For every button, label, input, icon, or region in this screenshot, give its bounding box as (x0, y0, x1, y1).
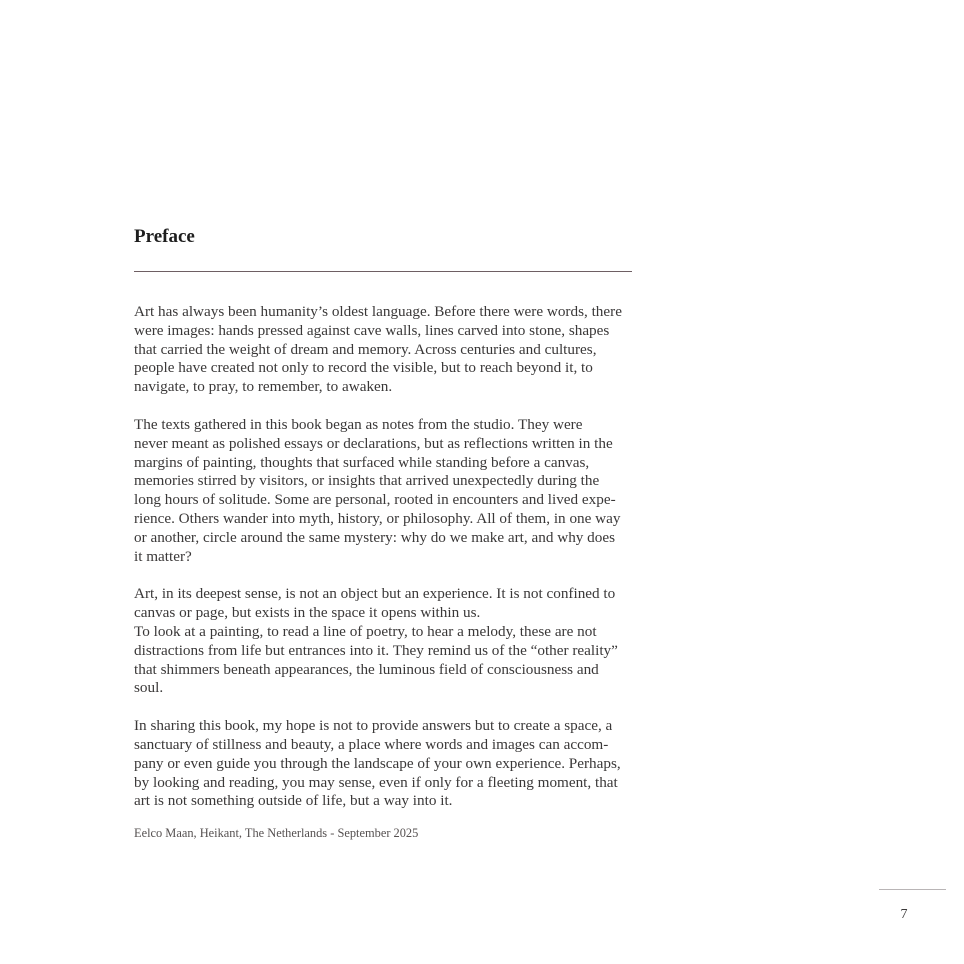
signature: Eelco Maan, Heikant, The Netherlands - September 2025 (134, 826, 419, 840)
text-line: memories stirred by visitors, or insights that arrived unexpectedly during the (134, 472, 600, 490)
text-line: were images: hands pressed against cave walls, lines carved into stone, shapes (134, 321, 610, 339)
paragraph-4 (134, 717, 634, 811)
title-divider (134, 271, 632, 272)
text-line: it matter? (134, 547, 192, 565)
footer-divider (879, 889, 946, 890)
text-line: canvas or page, but exists in the space it opens within us. (134, 604, 481, 622)
text-line: by looking and reading, you may sense, even if only for a fleeting moment, that (134, 773, 618, 791)
text-line: navigate, to pray, to remember, to awaken. (134, 378, 393, 396)
text-line: Art has always been humanity’s oldest language. Before there were words, there (134, 303, 622, 320)
text-line: or another, circle around the same mystery: why do we make art, and why does (134, 528, 616, 546)
text-line: distractions from life but entrances into it. They remind us of the “other reality” (134, 641, 618, 659)
paragraph-3 (134, 585, 634, 698)
text-line: Art, in its deepest sense, is not an object but an experience. It is not confined to (134, 585, 616, 603)
preface-body (134, 303, 634, 830)
page-title: Preface (134, 226, 195, 247)
text-line: that carried the weight of dream and memory. Across centuries and cultures, (134, 340, 597, 358)
text-line: long hours of solitude. Some are personal, rooted in encounters and lived expe- (134, 491, 616, 509)
text-line: art is not something outside of life, but a way into it. (134, 792, 453, 810)
paragraph-2 (134, 416, 634, 566)
text-line: pany or even guide you through the landscape of your own experience. Perhaps, (134, 754, 621, 772)
text-line: In sharing this book, my hope is not to provide answers but to create a space, a (134, 717, 613, 735)
text-line: that shimmers beneath appearances, the luminous field of consciousness and (134, 660, 599, 678)
text-line: margins of painting, thoughts that surfaced while standing before a canvas, (134, 453, 590, 471)
text-line: never meant as polished essays or declarations, but as reflections written in the (134, 434, 613, 452)
text-line: sanctuary of stillness and beauty, a place where words and images can accom- (134, 735, 609, 753)
paragraph-1 (134, 303, 634, 397)
text-line: To look at a painting, to read a line of poetry, to hear a melody, these are not (134, 622, 597, 640)
text-line: people have created not only to record the visible, but to reach beyond it, to (134, 359, 593, 377)
text-line: rience. Others wander into myth, history, or philosophy. All of them, in one way (134, 509, 621, 527)
text-line: soul. (134, 679, 164, 697)
text-line: The texts gathered in this book began as notes from the studio. They were (134, 415, 583, 433)
page-number: 7 (900, 907, 908, 922)
